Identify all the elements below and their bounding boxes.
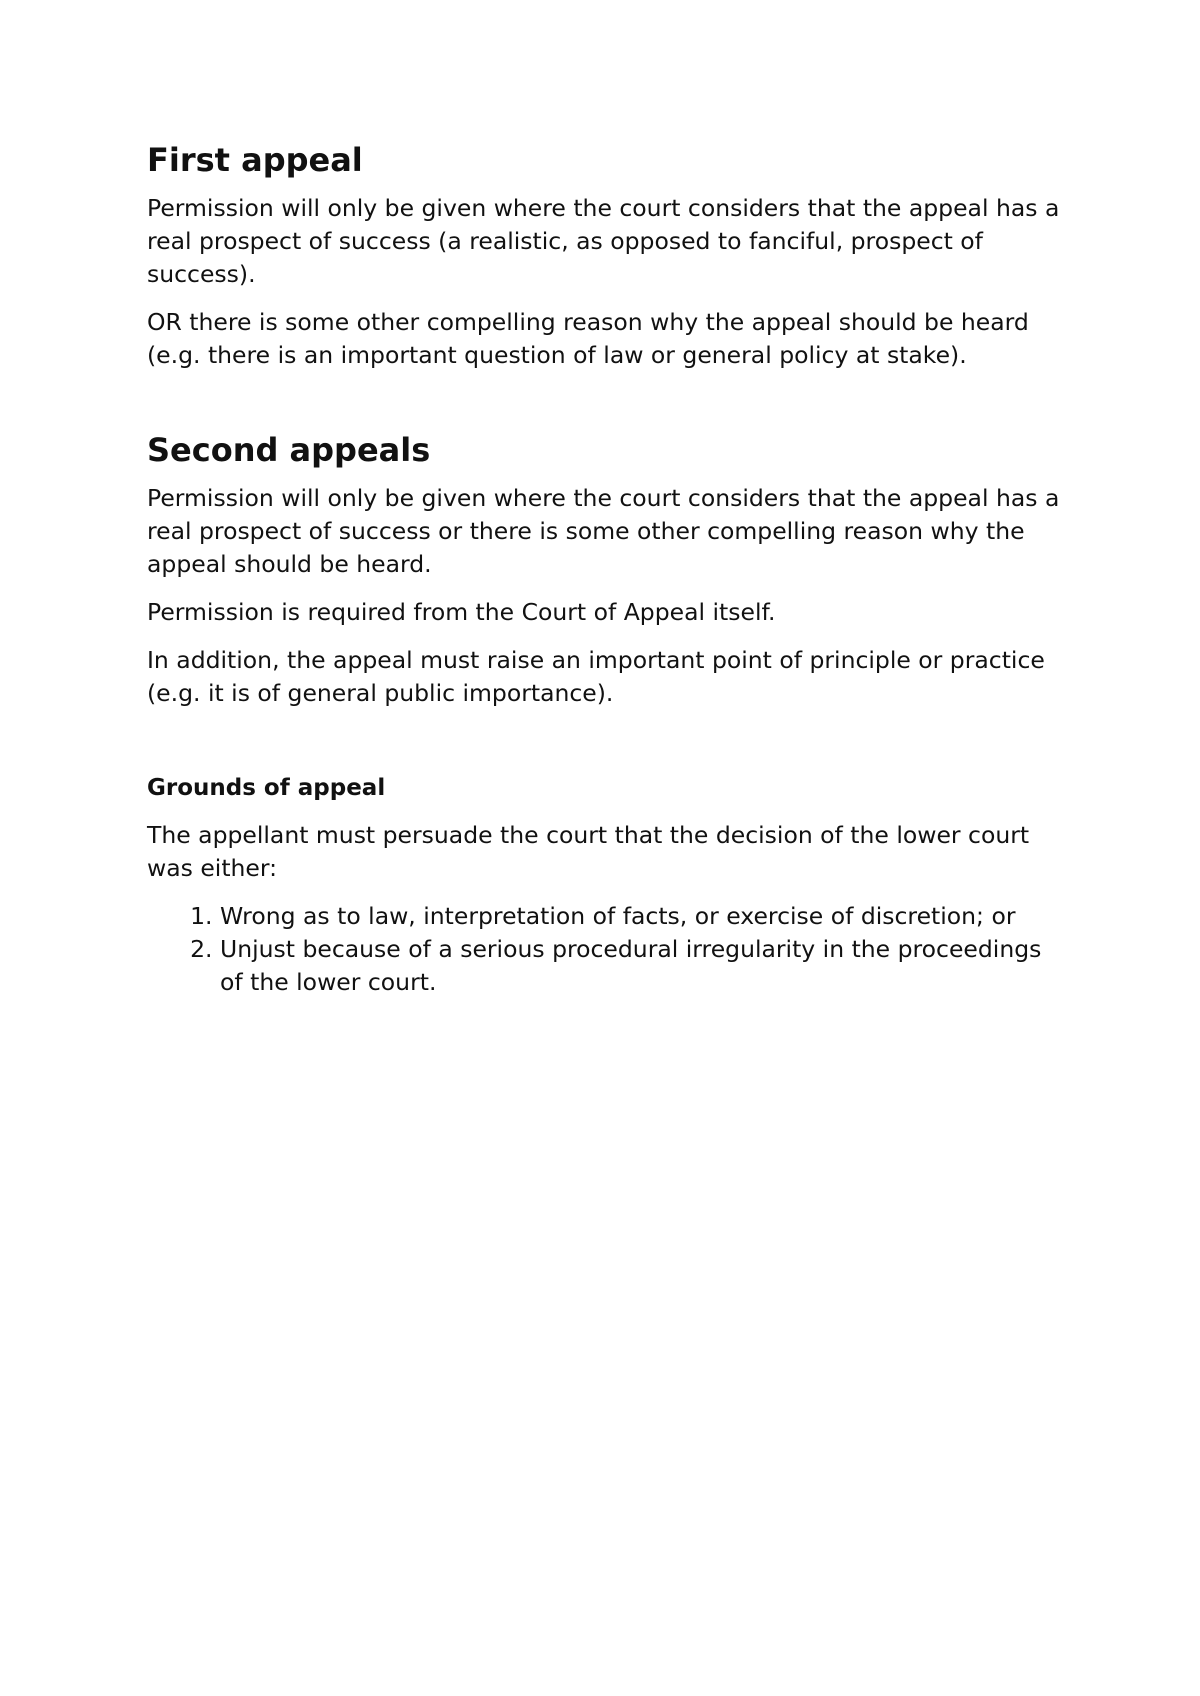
first-appeal-paragraph-1: Permission will only be given where the court considers that the appeal has a real prospect of success (a realistic, as opposed to fanciful, prospect of success). — [147, 194, 1060, 288]
grounds-list — [147, 900, 1067, 999]
second-appeals-paragraph-2: Permission is required from the Court of Appeal itself. — [147, 598, 776, 626]
document-page — [147, 140, 1067, 999]
second-appeals-paragraph-3: In addition, the appeal must raise an important point of principle or practice (e.g. it is of general public importance). — [147, 646, 1045, 707]
grounds-of-appeal-heading: Grounds of appeal — [147, 775, 386, 801]
first-appeal-paragraph-2: OR there is some other compelling reason why the appeal should be heard (e.g. there is an important question of law or general policy at stake). — [147, 308, 1029, 369]
second-appeals-heading: Second appeals — [147, 431, 431, 469]
second-appeals-paragraph-1: Permission will only be given where the court considers that the appeal has a real prospect of success or there is some other compelling reason why the appeal should be heard. — [147, 484, 1060, 578]
first-appeal-heading: First appeal — [147, 141, 363, 179]
list-item: 1. Wrong as to law, interpretation of facts, or exercise of discretion; or — [220, 900, 1067, 933]
list-item: 2. Unjust because of a serious procedural irregularity in the proceedings of the lower court. — [220, 933, 1067, 999]
grounds-intro: The appellant must persuade the court that the decision of the lower court was either: — [147, 821, 1030, 882]
